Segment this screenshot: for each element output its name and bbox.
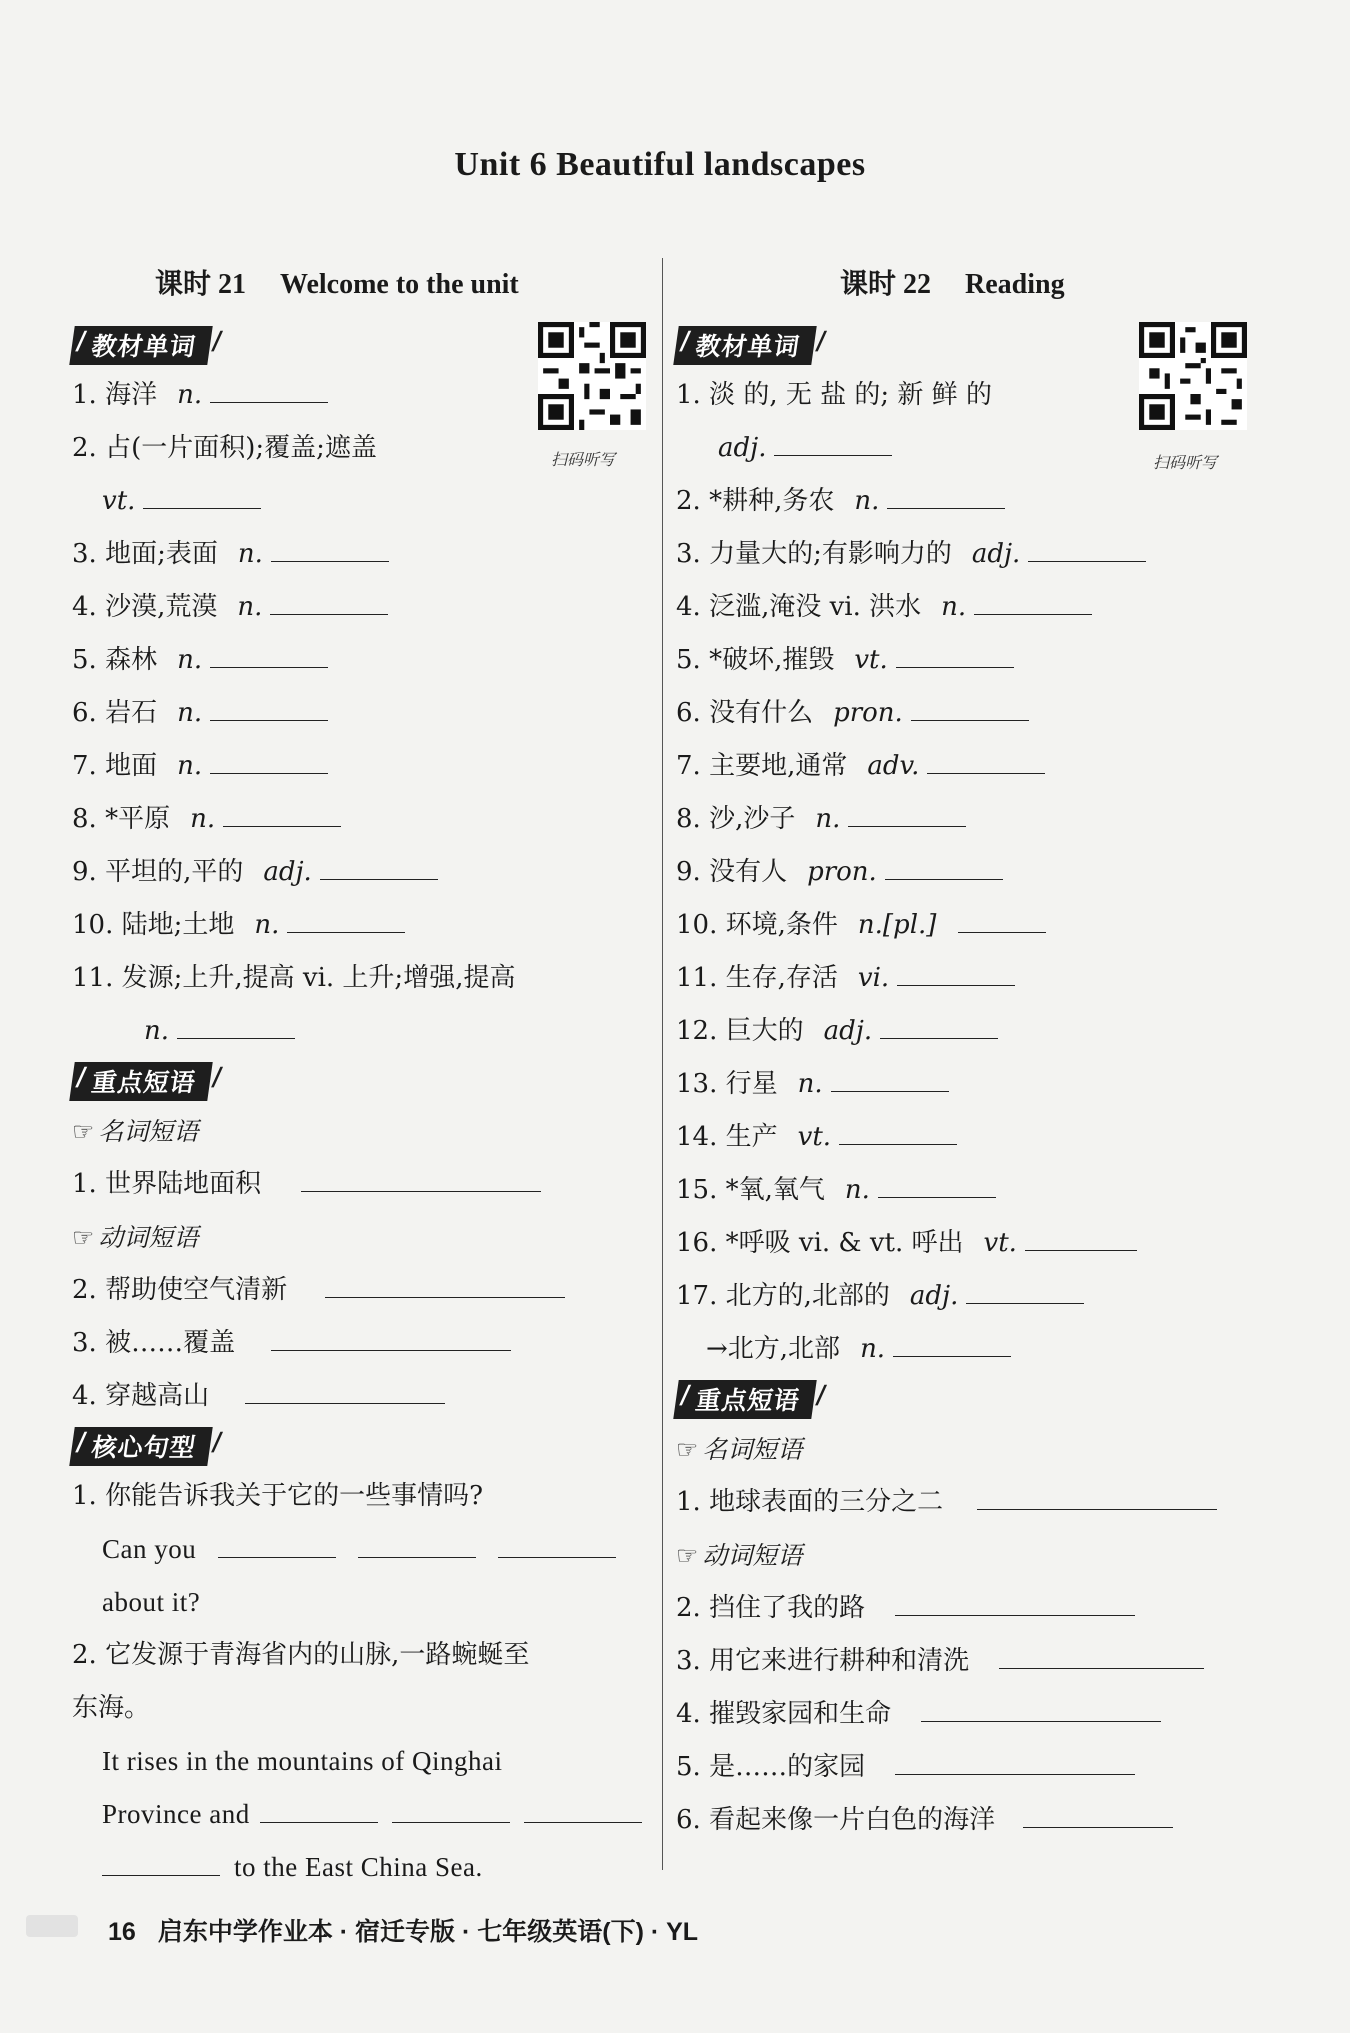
answer-blank[interactable] <box>878 1167 996 1198</box>
answer-blank[interactable] <box>921 1691 1161 1722</box>
vocab-item: 6. 岩石 n. <box>72 687 647 740</box>
answer-blank[interactable] <box>524 1792 642 1823</box>
vocab-item: 9. 平坦的,平的 adj. <box>72 846 647 899</box>
answer-blank[interactable] <box>210 690 328 721</box>
answer-blank[interactable] <box>974 584 1092 615</box>
vocab-item: 9. 没有人 pron. <box>676 846 1256 899</box>
answer-blank[interactable] <box>927 743 1045 774</box>
answer-blank[interactable] <box>977 1479 1217 1510</box>
vocab-item: 16. *呼吸 vi. & vt. 呼出 vt. <box>676 1217 1256 1270</box>
vocab-item: 14. 生产 vt. <box>676 1111 1256 1164</box>
answer-blank[interactable] <box>1023 1797 1173 1828</box>
phrase-item: 2. 帮助使空气清新 <box>72 1264 647 1317</box>
answer-blank[interactable] <box>831 1061 949 1092</box>
vocab-item: 15. *氧,氧气 n. <box>676 1164 1256 1217</box>
phrase-item: 3. 被……覆盖 <box>72 1317 647 1370</box>
phrase-item: 2. 挡住了我的路 <box>676 1582 1256 1635</box>
answer-blank[interactable] <box>999 1638 1204 1669</box>
phrase-item: 4. 穿越高山 <box>72 1370 647 1423</box>
verb-phrase-label: ☞ 动词短语 <box>676 1541 803 1570</box>
vocab-item: 11. 发源;上升,提高 vi. 上升;增强,提高 <box>72 963 516 993</box>
answer-blank[interactable] <box>893 1326 1011 1357</box>
vocab-item: 1. 海洋 n. <box>72 369 647 422</box>
lesson-21-header <box>155 262 519 302</box>
vocab-item: →北方,北部 n. <box>676 1323 1256 1376</box>
footer-mark <box>26 1915 78 1937</box>
answer-blank[interactable] <box>774 425 892 456</box>
answer-blank[interactable] <box>287 902 405 933</box>
answer-blank[interactable] <box>270 584 388 615</box>
answer-blank[interactable] <box>498 1527 616 1558</box>
section-tag-vocabulary: / 教材单词 / <box>673 326 816 365</box>
answer-blank[interactable] <box>895 1744 1135 1775</box>
vocab-item: 17. 北方的,北部的 adj. <box>676 1270 1256 1323</box>
lesson-22-column <box>676 322 1256 1847</box>
phrase-item: 4. 摧毁家园和生命 <box>676 1688 1256 1741</box>
answer-blank[interactable] <box>143 478 261 509</box>
answer-blank[interactable] <box>880 1008 998 1039</box>
phrase-item: 5. 是……的家园 <box>676 1741 1256 1794</box>
verb-phrase-label: ☞ 动词短语 <box>72 1223 199 1252</box>
answer-blank[interactable] <box>958 902 1046 933</box>
answer-blank[interactable] <box>325 1267 565 1298</box>
vocab-item: 13. 行星 n. <box>676 1058 1256 1111</box>
pointing-hand-icon: ☞ <box>676 1435 699 1464</box>
vocab-item: adj. <box>676 422 1256 475</box>
vocab-item: 3. 力量大的;有影响力的 adj. <box>676 528 1256 581</box>
vocab-item: 4. 泛滥,淹没 vi. 洪水 n. <box>676 581 1256 634</box>
answer-blank[interactable] <box>218 1527 336 1558</box>
answer-blank[interactable] <box>1025 1220 1137 1251</box>
answer-blank[interactable] <box>911 690 1029 721</box>
column-divider <box>662 258 663 1870</box>
answer-blank[interactable] <box>210 372 328 403</box>
book-title: 启东中学作业本 · 宿迁专版 · 七年级英语(下) · YL <box>157 1918 699 1946</box>
phrase-item: 1. 世界陆地面积 <box>72 1158 647 1211</box>
vocab-item: 5. *破坏,摧毁 vt. <box>676 634 1256 687</box>
answer-blank[interactable] <box>887 478 1005 509</box>
page-number: 16 <box>108 1918 136 1946</box>
vocab-item: 7. 主要地,通常 adv. <box>676 740 1256 793</box>
answer-blank[interactable] <box>392 1792 510 1823</box>
answer-blank[interactable] <box>848 796 966 827</box>
section-tag-phrases: / 重点短语 / <box>69 1062 212 1101</box>
answer-blank[interactable] <box>102 1845 220 1876</box>
sentence-cn: 2. 它发源于青海省内的山脉,一路蜿蜒至 <box>72 1640 530 1670</box>
vocab-item: n. <box>72 1005 647 1058</box>
vocab-item: 10. 陆地;土地 n. <box>72 899 647 952</box>
phrase-item: 1. 地球表面的三分之二 <box>676 1476 1256 1529</box>
vocab-item: 2. 占(一片面积);覆盖;遮盖 <box>72 433 377 463</box>
unit-title: Unit 6 Beautiful landscapes <box>454 146 866 183</box>
answer-blank[interactable] <box>271 1320 511 1351</box>
answer-blank[interactable] <box>177 1008 295 1039</box>
answer-blank[interactable] <box>271 531 389 562</box>
vocab-item: 3. 地面;表面 n. <box>72 528 647 581</box>
section-tag-phrases: / 重点短语 / <box>673 1380 816 1419</box>
qr-scan-label: 扫码听写 <box>1153 453 1218 472</box>
pointing-hand-icon: ☞ <box>72 1223 95 1252</box>
pointing-hand-icon: ☞ <box>72 1117 95 1146</box>
answer-blank[interactable] <box>301 1161 541 1192</box>
answer-blank[interactable] <box>1028 531 1146 562</box>
sentence-en: Province and <box>72 1788 647 1841</box>
sentence-cn: 1. 你能告诉我关于它的一些事情吗? <box>72 1481 484 1511</box>
pointing-hand-icon: ☞ <box>676 1541 699 1570</box>
phrase-item: 6. 看起来像一片白色的海洋 <box>676 1794 1256 1847</box>
answer-blank[interactable] <box>895 1585 1135 1616</box>
page-footer <box>108 1912 698 1948</box>
vocab-item: 8. 沙,沙子 n. <box>676 793 1256 846</box>
answer-blank[interactable] <box>223 796 341 827</box>
answer-blank[interactable] <box>210 743 328 774</box>
vocab-item: 1. 淡 的, 无 盐 的; 新 鲜 的 <box>676 380 992 410</box>
answer-blank[interactable] <box>260 1792 378 1823</box>
sentence-en: It rises in the mountains of Qinghai <box>102 1746 503 1776</box>
answer-blank[interactable] <box>358 1527 476 1558</box>
vocab-item: 4. 沙漠,荒漠 n. <box>72 581 647 634</box>
answer-blank[interactable] <box>966 1273 1084 1304</box>
answer-blank[interactable] <box>320 849 438 880</box>
vocab-item: 6. 没有什么 pron. <box>676 687 1256 740</box>
vocab-item: 8. *平原 n. <box>72 793 647 846</box>
qr-scan-label: 扫码听写 <box>551 450 616 469</box>
lesson-name: Reading <box>965 269 1065 300</box>
lesson-22-header <box>840 262 1065 302</box>
vocab-item: 5. 森林 n. <box>72 634 647 687</box>
answer-blank[interactable] <box>245 1373 445 1404</box>
answer-blank[interactable] <box>896 637 1014 668</box>
answer-blank[interactable] <box>897 955 1015 986</box>
phrase-item: 3. 用它来进行耕种和清洗 <box>676 1635 1256 1688</box>
vocab-item: 11. 生存,存活 vi. <box>676 952 1256 1005</box>
lesson-name: Welcome to the unit <box>280 269 519 300</box>
vocab-item: 12. 巨大的 adj. <box>676 1005 1256 1058</box>
vocab-item: vt. <box>72 475 647 528</box>
sentence-en: to the East China Sea. <box>72 1841 647 1894</box>
vocab-item: 10. 环境,条件 n.[pl.] <box>676 899 1256 952</box>
sentence-en: about it? <box>102 1587 201 1617</box>
noun-phrase-label: ☞ 名词短语 <box>676 1435 803 1464</box>
lesson-21-column <box>72 322 647 1894</box>
vocab-item: 2. *耕种,务农 n. <box>676 475 1256 528</box>
sentence-en: Can you <box>72 1523 647 1576</box>
answer-blank[interactable] <box>839 1114 957 1145</box>
noun-phrase-label: ☞ 名词短语 <box>72 1117 199 1146</box>
lesson-number: 课时 22 <box>840 269 932 300</box>
answer-blank[interactable] <box>885 849 1003 880</box>
vocab-item: 7. 地面 n. <box>72 740 647 793</box>
sentence-cn: 东海。 <box>72 1693 151 1723</box>
lesson-number: 课时 21 <box>155 269 247 300</box>
answer-blank[interactable] <box>210 637 328 668</box>
section-tag-sentences: / 核心句型 / <box>69 1427 212 1466</box>
section-tag-vocabulary: / 教材单词 / <box>69 326 212 365</box>
